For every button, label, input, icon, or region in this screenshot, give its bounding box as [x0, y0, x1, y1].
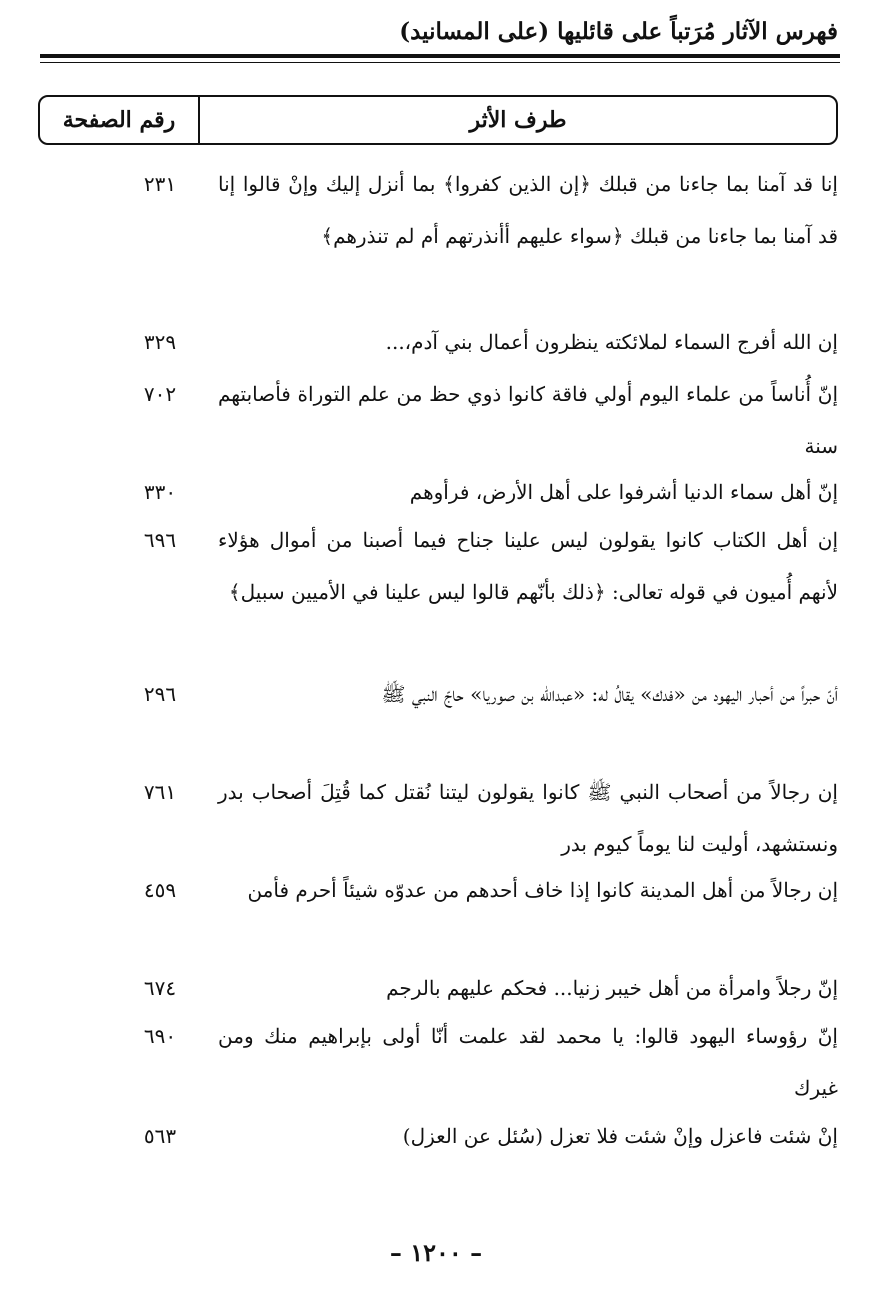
header-rule-thin	[40, 62, 840, 63]
entry-page-number: ٦٩٦	[143, 528, 177, 552]
entry-page-number: ٤٥٩	[143, 878, 177, 902]
header-rule-thick	[40, 54, 840, 58]
entry-text: إنا قد آمنا بما جاءنا من قبلك ﴿إن الذين كفروا﴾ بما أنزل إليك وإنْ قالوا إنا قد آمنا بما جاءنا من قبلك ﴿سواء عليهم أأنذرتهم أم لم تنذرهم﴾	[218, 172, 838, 248]
entry-text: أنّ حبراً من أحبار اليهود من «فدك» يقالُ له: «عبدالله بن صوريا» حاجّ النبي ﷺ	[381, 682, 838, 706]
entry-page-number: ٣٣٠	[143, 480, 177, 504]
entry-page-number: ٧٦١	[143, 780, 177, 804]
running-head: فهرس الآثار مُرَتباً على قائليها (على المسانيد)	[399, 18, 838, 45]
entry-text: إن الله أفرج السماء لملائكته ينظرون أعمال بني آدم،...	[385, 330, 838, 354]
entry-text: إنّ رؤوساء اليهود قالوا: يا محمد لقد علمت أنّا أولى بإبراهيم منك ومن غيرك	[218, 1024, 838, 1100]
entry-text: إن رجالاً من أهل المدينة كانوا إذا خاف أحدهم من عدوّه شيئاً أحرم فأمن	[247, 878, 838, 902]
entry-text: إنّ رجلاً وامرأة من أهل خيبر زنيا... فحكم عليهم بالرجم	[386, 976, 838, 1000]
entry-text: إنّ أهل سماء الدنيا أشرفوا على أهل الأرض، فرأوهم	[409, 480, 838, 504]
entry-text: إن أهل الكتاب كانوا يقولون ليس علينا جناح فيما أصبنا من أموال هؤلاء لأنهم أُميون في قوله تعالى: ﴿ذلك بأنّهم قالوا ليس علينا في الأميين سبيل﴾	[218, 528, 838, 604]
entry-text: إن رجالاً من أصحاب النبي ﷺ كانوا يقولون ليتنا نُقتل كما قُتِلَ أصحاب بدر ونستشهد، أوليت لنا يوماً كيوم بدر	[218, 780, 838, 856]
entry-page-number: ٢٩٦	[143, 682, 177, 706]
entry-page-number: ٦٩٠	[143, 1024, 177, 1048]
column-header-title: طرف الأثر	[469, 107, 567, 133]
table-header	[38, 95, 838, 145]
entry-page-number: ٦٧٤	[143, 976, 177, 1000]
entry-page-number: ٥٦٣	[143, 1124, 177, 1148]
entry-page-number: ٢٣١	[143, 172, 177, 196]
entry-page-number: ٣٢٩	[143, 330, 177, 354]
page-number-footer: – ١٢٠٠ –	[389, 1238, 483, 1267]
entry-page-number: ٧٠٢	[143, 382, 177, 406]
column-header-page: رقم الصفحة	[40, 97, 200, 143]
entry-text: إنْ شئت فاعزل وإنْ شئت فلا تعزل (سُئل عن العزل)	[402, 1124, 838, 1148]
entry-text: إنّ أُناساً من علماء اليوم أولي فاقة كانوا ذوي حظ من علم التوراة فأصابتهم سنة	[218, 382, 838, 458]
